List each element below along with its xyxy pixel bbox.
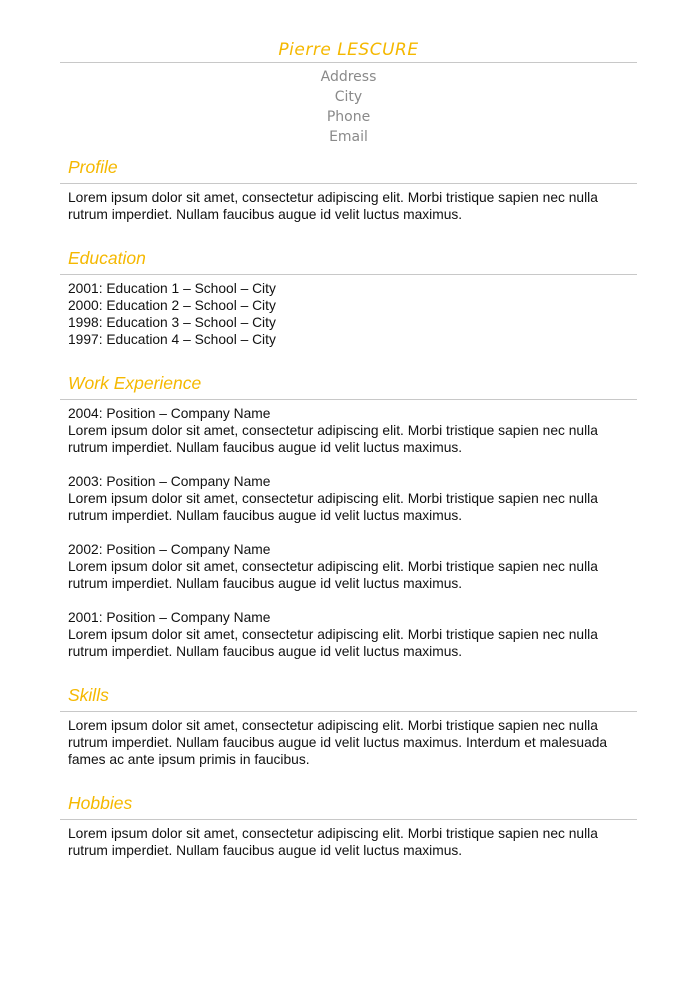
hobbies-line: rutrum imperdiet. Nullam faucibus augue id velit luctus maximus. (68, 843, 463, 858)
resume-name: Pierre LESCURE (278, 40, 419, 60)
skills-text (60, 717, 637, 768)
skills-line: Lorem ipsum dolor sit amet, consectetur adipiscing elit. Morbi tristique sapien nec nulla (68, 718, 598, 733)
work-list (60, 405, 637, 660)
profile-line: Lorem ipsum dolor sit amet, consectetur adipiscing elit. Morbi tristique sapien nec nulla (68, 190, 598, 205)
work-entry-description: Lorem ipsum dolor sit amet, consectetur adipiscing elit. Morbi tristique sapien nec nulla (68, 423, 598, 438)
section-divider (60, 274, 637, 275)
work-entry-description: Lorem ipsum dolor sit amet, consectetur adipiscing elit. Morbi tristique sapien nec nulla (68, 627, 598, 642)
education-item: 1997: Education 4 – School – City (68, 332, 276, 347)
work-entry-description: rutrum imperdiet. Nullam faucibus augue id velit luctus maximus. (68, 508, 463, 523)
work-entry-description: rutrum imperdiet. Nullam faucibus augue id velit luctus maximus. (68, 644, 463, 659)
hobbies-line: Lorem ipsum dolor sit amet, consectetur adipiscing elit. Morbi tristique sapien nec nulla (68, 826, 598, 841)
header-divider (60, 62, 637, 63)
education-list (60, 280, 637, 348)
work-entry-heading: 2004: Position – Company Name (68, 406, 271, 421)
section-title-work-experience: Work Experience (68, 373, 202, 393)
education-item: 1998: Education 3 – School – City (68, 315, 276, 330)
skills-line: fames ac ante ipsum primis in faucibus. (68, 752, 310, 767)
section-title-profile: Profile (68, 157, 118, 177)
skills-line: rutrum imperdiet. Nullam faucibus augue id velit luctus maximus. Interdum et malesuada (68, 735, 608, 750)
contact-phone: Phone (326, 109, 371, 125)
section-title-hobbies: Hobbies (68, 793, 133, 813)
contact-address: Address (320, 69, 377, 85)
section-divider (60, 711, 637, 712)
work-entry-description: Lorem ipsum dolor sit amet, consectetur adipiscing elit. Morbi tristique sapien nec nulla (68, 559, 598, 574)
work-entry (68, 405, 607, 456)
work-entry (68, 609, 607, 660)
contact-email: Email (329, 129, 368, 145)
section-skills (60, 684, 637, 768)
section-profile (60, 156, 637, 223)
section-divider (60, 183, 637, 184)
contact-block (60, 67, 637, 147)
work-entry-heading: 2001: Position – Company Name (68, 610, 271, 625)
resume-page (60, 38, 637, 859)
work-entry-heading: 2003: Position – Company Name (68, 474, 271, 489)
work-entry-description: Lorem ipsum dolor sit amet, consectetur adipiscing elit. Morbi tristique sapien nec nulla (68, 491, 598, 506)
section-hobbies (60, 792, 637, 859)
section-title-education: Education (68, 248, 146, 268)
work-entry-heading: 2002: Position – Company Name (68, 542, 271, 557)
education-item: 2001: Education 1 – School – City (68, 281, 276, 296)
section-divider (60, 399, 637, 400)
hobbies-text (60, 825, 637, 859)
profile-text (60, 189, 637, 223)
work-entry-description: rutrum imperdiet. Nullam faucibus augue id velit luctus maximus. (68, 576, 463, 591)
work-entry (68, 541, 607, 592)
contact-city: City (334, 89, 363, 105)
section-title-skills: Skills (68, 685, 109, 705)
section-work-experience (60, 372, 637, 660)
work-entry-description: rutrum imperdiet. Nullam faucibus augue id velit luctus maximus. (68, 440, 463, 455)
section-education (60, 247, 637, 348)
profile-line: rutrum imperdiet. Nullam faucibus augue id velit luctus maximus. (68, 207, 463, 222)
work-entry (68, 473, 607, 524)
section-divider (60, 819, 637, 820)
education-item: 2000: Education 2 – School – City (68, 298, 276, 313)
